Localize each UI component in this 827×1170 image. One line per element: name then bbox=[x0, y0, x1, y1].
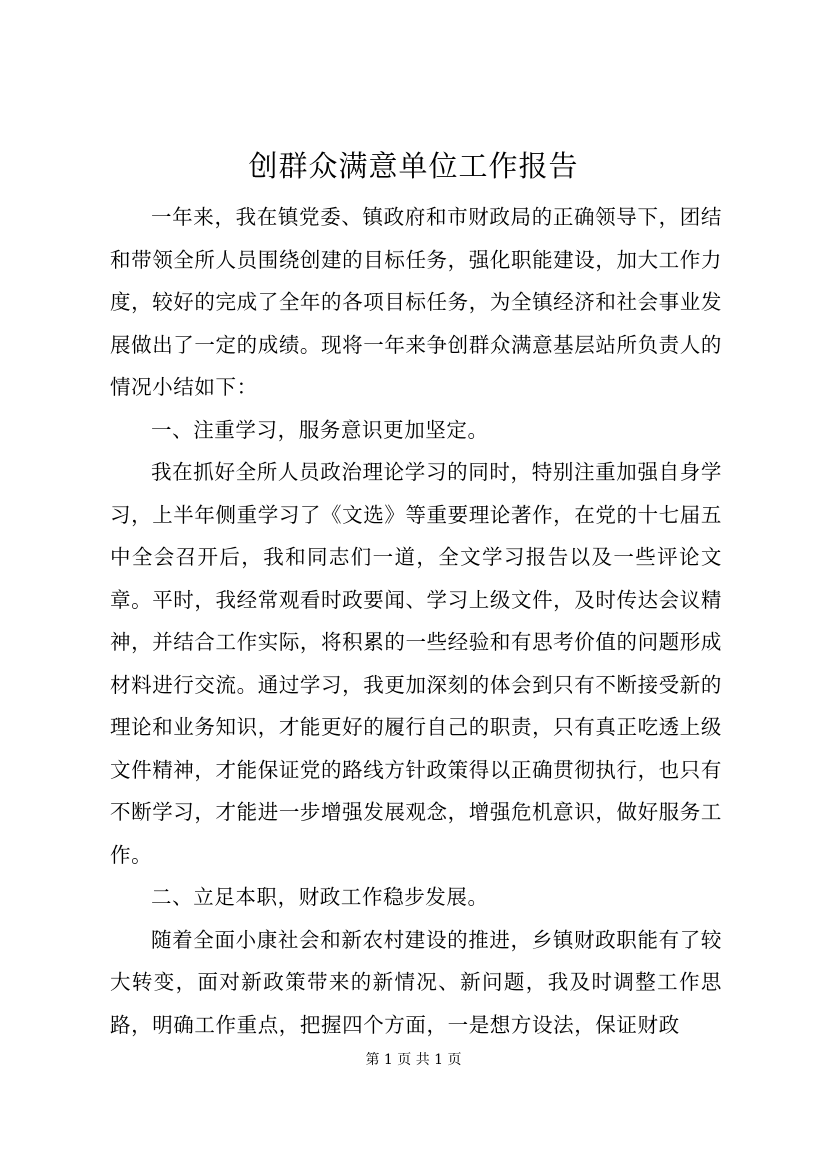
paragraph-intro: 一年来，我在镇党委、镇政府和市财政局的正确领导下，团结和带领全所人员围绕创建的目标任务，强化职能建设，加大工作力度，较好的完成了全年的各项目标任务，为全镇经济和社会事业发展做出了一定的成绩。现将一年来争创群众满意基层站所负责人的情况小结如下： bbox=[110, 205, 722, 399]
section-heading-1: 一、注重学习，服务意识更加坚定。 bbox=[151, 417, 489, 442]
paragraph-study: 我在抓好全所人员政治理论学习的同时，特别注重加强自身学习，上半年侧重学习了《文选》等重要理论著作，在党的十七届五中全会召开后，我和同志们一道，全文学习报告以及一些评论文章。平时，我经常观看时政要闻、学习上级文件，及时传达会议精神，并结合工作实际，将积累的一些经验和有思考价值的问题形成材料进行交流。通过学习，我更加深刻的体会到只有不断接受新的理论和业务知识，才能更好的履行自己的职责，只有真正吃透上级文件精神，才能保证党的路线方针政策得以正确贯彻执行，也只有不断学习，才能进一步增强发展观念，增强危机意识，做好服务工作。 bbox=[110, 460, 722, 867]
paragraph-finance: 随着全面小康社会和新农村建设的推进，乡镇财政职能有了较大转变，面对新政策带来的新情况、新问题，我及时调整工作思路，明确工作重点，把握四个方面，一是想方设法，保证财政 bbox=[110, 927, 722, 1037]
document-body bbox=[110, 196, 722, 1046]
section-heading-2: 二、立足本职，财政工作稳步发展。 bbox=[151, 885, 489, 909]
document-title: 创群众满意单位工作报告 bbox=[248, 149, 579, 183]
page-number-footer: 第 1 页 共 1 页 bbox=[365, 1052, 462, 1068]
